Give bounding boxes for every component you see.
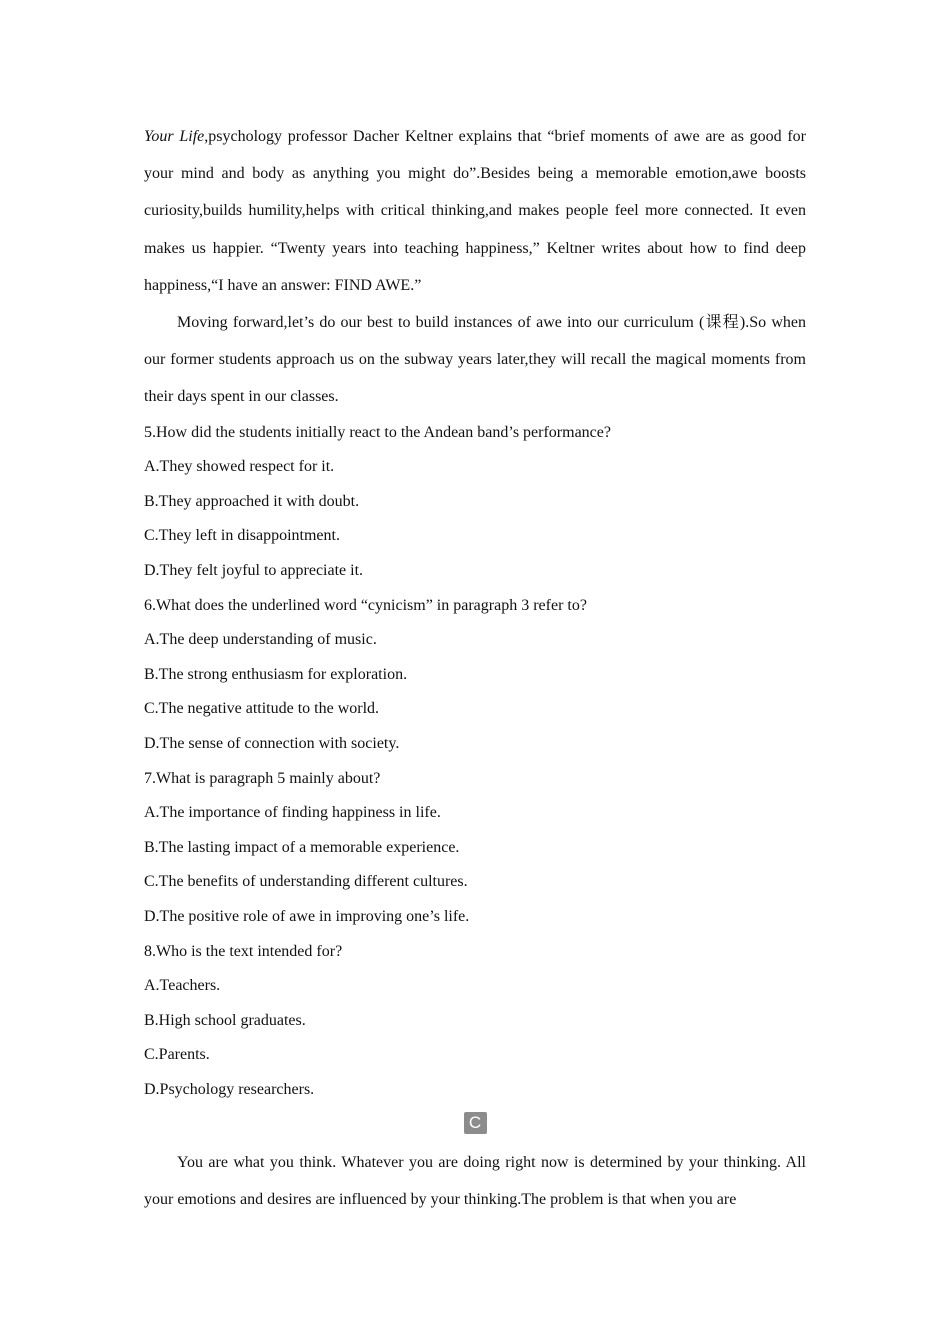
question-6 (144, 589, 806, 762)
section-c-header (144, 1108, 806, 1144)
passage-b-paragraph-1 (144, 118, 806, 304)
option-a: A.They showed respect for it. (144, 458, 335, 476)
option-b: B.They approached it with doubt. (144, 492, 360, 510)
option-d: D.Psychology researchers. (144, 1080, 315, 1098)
question-8 (144, 935, 806, 1108)
question-stem: 7.What is paragraph 5 mainly about? (144, 769, 381, 787)
option-d: D.The positive role of awe in improving one’s life. (144, 907, 470, 925)
paragraph-text: ,psychology professor Dacher Keltner explains that “brief moments of awe are as good for your mind and body as anything you might do”.Besides being a memorable emotion,awe boosts curiosity,builds humility,helps with critical thinking,and makes people feel more connected. It even makes us happier. “Twenty years into teaching happiness,” Keltner writes about how to find deep happiness,“I have an answer: FIND AWE.” (144, 128, 807, 294)
section-c-paragraph-1: You are what you think. Whatever you are doing right now is determined by your thinking. All your emotions and desires are influenced by your thinking.The problem is that when you are (144, 1153, 806, 1208)
option-c: C.The negative attitude to the world. (144, 700, 380, 718)
option-c: C.They left in disappointment. (144, 527, 340, 545)
section-c-badge: C (464, 1112, 487, 1134)
option-d: D.The sense of connection with society. (144, 734, 400, 752)
option-a: A.Teachers. (144, 977, 221, 995)
question-7 (144, 762, 806, 935)
document-page (144, 118, 806, 1218)
option-b: B.The lasting impact of a memorable experience. (144, 838, 460, 856)
option-c: C.Parents. (144, 1046, 210, 1064)
question-stem: 5.How did the students initially react to the Andean band’s performance? (144, 423, 611, 441)
question-stem: 8.Who is the text intended for? (144, 942, 343, 960)
question-5 (144, 416, 806, 589)
question-stem: 6.What does the underlined word “cynicism” in paragraph 3 refer to? (144, 596, 587, 614)
book-title: Your Life (144, 128, 205, 145)
option-a: A.The deep understanding of music. (144, 631, 377, 649)
passage-b-paragraph-2: Moving forward,let’s do our best to build instances of awe into our curriculum (课程).So when our former students approach us on the subway years later,they will recall the magical moments from their days spent in our classes. (144, 314, 806, 406)
option-a: A.The importance of finding happiness in life. (144, 804, 441, 822)
option-d: D.They felt joyful to appreciate it. (144, 562, 364, 579)
option-b: B.The strong enthusiasm for exploration. (144, 665, 408, 683)
option-c: C.The benefits of understanding different cultures. (144, 873, 468, 891)
option-b: B.High school graduates. (144, 1011, 306, 1029)
